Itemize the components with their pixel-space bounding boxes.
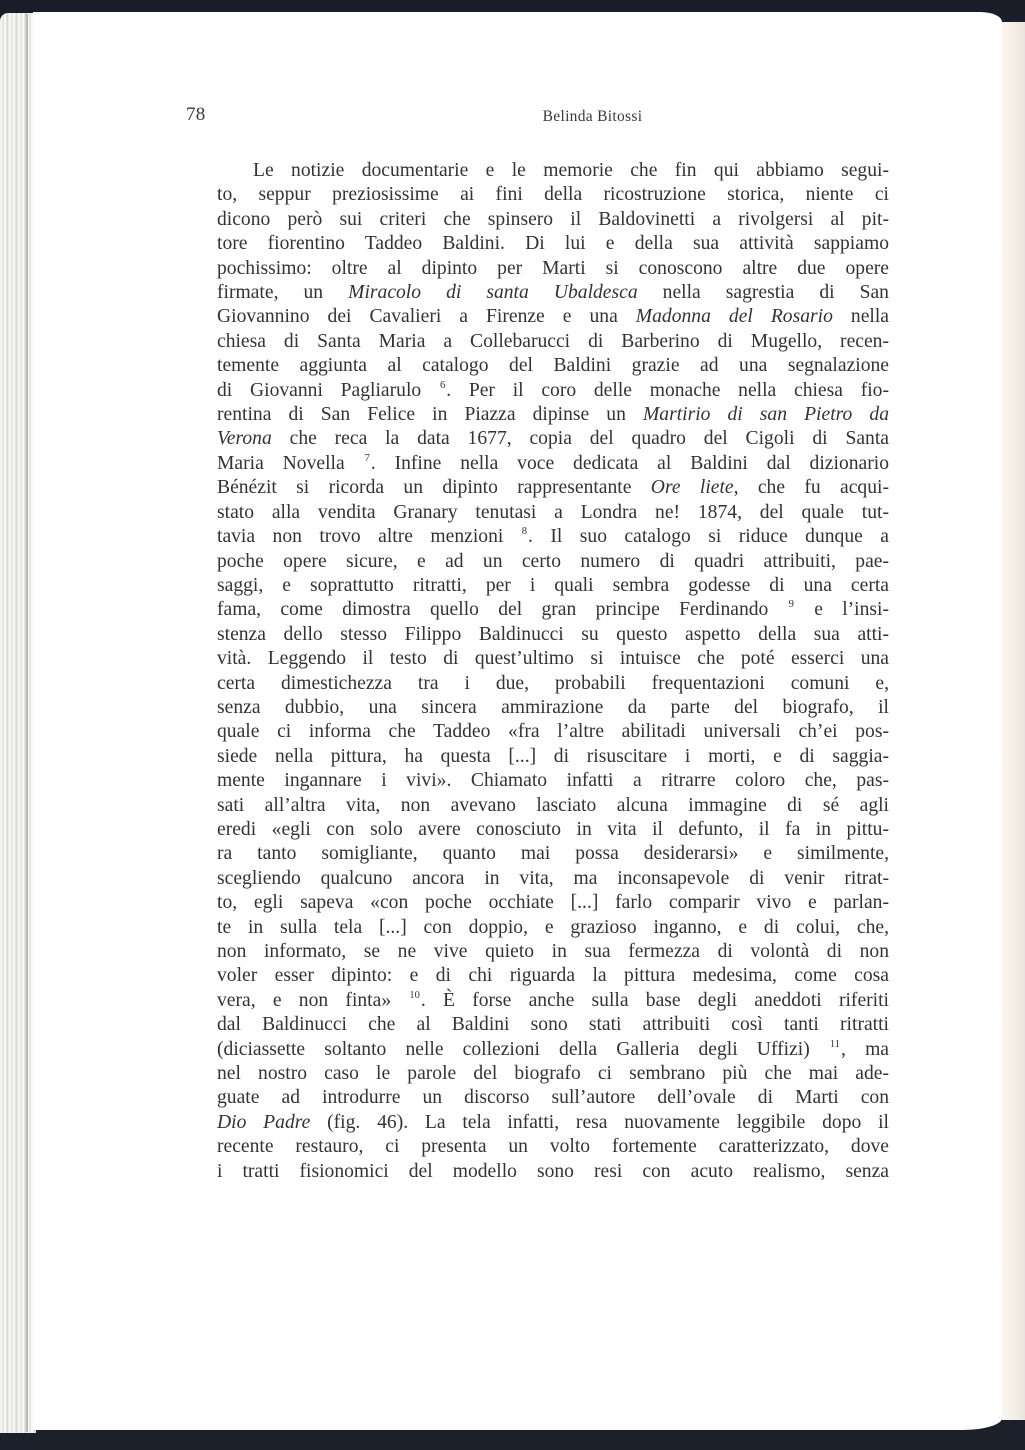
text-run: senza dubbio, una sincera ammirazione da parte del biografo, il [217,696,889,718]
text-line [217,1111,889,1135]
text-line [217,403,889,427]
scan-background-bottom [0,1430,1025,1450]
text-run: stato alla vendita Granary tenutasi a Londra ne! 1874, del quale tut- [217,501,889,523]
text-line [217,452,889,476]
footnote-ref: 9 [788,599,794,611]
italic-title: Miracolo di santa Ubaldesca [348,282,638,304]
text-line [217,354,889,378]
text-run: poche opere sicure, e ad un certo numero di quadri attribuiti, pae- [217,550,889,572]
running-head-author: Belinda Bitossi [542,108,643,125]
text-line [217,891,889,915]
text-run: chiesa di Santa Maria a Collebarucci di Barberino di Mugello, recen- [217,330,889,352]
text-run: . È forse anche sulla base degli aneddoti riferiti [420,989,889,1011]
text-run: (fig. 46). La tela infatti, resa nuovamente leggibile dopo il [310,1111,890,1133]
text-run: . Il suo catalogo si riduce dunque a [528,526,889,548]
text-run: eredi «egli con solo avere conosciuto in vita il defunto, il fa in pittu- [217,818,889,840]
footnote-ref: 10 [409,989,420,1001]
text-run: dal Baldinucci che al Baldini sono stati attribuiti così tanti ritratti [217,1014,889,1036]
text-run: e l’insi- [794,599,889,621]
text-run: Bénézit si ricorda un dipinto rappresentante [217,477,651,499]
text-run: Giovannino dei Cavalieri a Firenze e una [217,306,636,328]
text-line [217,281,889,305]
text-run: rentina di San Felice in Piazza dipinse un [217,404,643,426]
text-run: , ma [841,1038,890,1060]
text-line [217,696,889,720]
text-run: temente aggiunta al catalogo del Baldini grazie ad una segnalazione [217,355,889,377]
text-line [217,745,889,769]
text-run: . Per il coro delle monache nella chiesa fio- [446,379,889,401]
text-line [217,379,889,403]
page-number: 78 [186,104,206,125]
text-run: (diciassette soltanto nelle collezioni della Galleria degli Uffizi) [217,1038,829,1060]
text-run: to, seppur preziosissime ai fini della ricostruzione storica, niente ci [217,184,889,206]
text-run: te in sulla tela [...] con doppio, e grazioso inganno, e di colui, che, [217,916,889,938]
text-line [217,794,889,818]
text-run: tavia non trovo altre menzioni [217,526,521,548]
text-line [217,257,889,281]
text-line [217,989,889,1013]
text-run: Maria Novella [217,452,364,474]
text-run: non informato, se ne vive quieto in sua fermezza di volontà di non [217,941,889,962]
text-line [217,525,889,549]
text-line [217,183,889,207]
text-line [217,159,889,183]
text-line [217,769,889,793]
text-run: che reca la data 1677, copia del quadro del Cigoli di Santa [271,428,889,450]
footnote-ref: 6 [439,379,446,391]
text-line [217,916,889,940]
italic-title: Verona [217,428,272,450]
text-line [217,208,889,232]
footnote-ref: 8 [521,526,528,538]
text-run: fama, come dimostra quello del gran principe Ferdinando [217,599,788,621]
text-line [217,1062,889,1086]
text-line [217,964,889,988]
text-line [217,842,889,866]
page-edge-line [26,14,28,1432]
text-run: guate ad introdurre un discorso sull’autore dell’ovale di Marti con [217,1087,889,1109]
facing-page-edge [1002,22,1025,1420]
text-line [217,867,889,891]
text-run: siede nella pittura, ha questa [...] di risuscitare i morti, e di saggia- [217,745,889,767]
text-run: dicono però sui criteri che spinsero il Baldovinetti a rivolgersi al pit- [217,208,889,230]
text-line [217,1013,889,1037]
text-line [217,501,889,525]
text-line [217,574,889,598]
text-run: nella sagrestia di San [637,282,889,304]
text-line [217,1038,889,1062]
text-line [217,672,889,696]
text-line [217,232,889,256]
text-line [217,1160,889,1184]
text-run: saggi, e soprattutto ritratti, per i quali sembra godesse di una certa [217,574,889,596]
text-run: vità. Leggendo il testo di quest’ultimo si intuisce che poté esserci una [217,648,889,670]
text-line [217,1135,889,1159]
text-line [217,818,889,842]
text-run: stenza dello stesso Filippo Baldinucci su questo aspetto della sua atti- [217,623,889,645]
text-line [217,647,889,671]
text-line [217,720,889,744]
text-run: di Giovanni Pagliarulo [217,379,439,401]
text-run: scegliendo qualcuno ancora in vita, ma inconsapevole di venir ritrat- [217,867,889,889]
text-run: quale ci informa che Taddeo «fra l’altre abilitadi universali ch’ei pos- [217,721,889,743]
text-line [217,305,889,329]
text-run: voler esser dipinto: e di chi riguarda la pittura medesima, come cosa [217,965,889,987]
italic-title: Ore liete [650,477,734,499]
text-run: firmate, un [217,282,349,304]
text-line [217,940,889,964]
text-line [217,427,889,451]
footnote-ref: 11 [829,1038,841,1050]
italic-title: Dio Padre [217,1111,311,1133]
book-page-edges [0,13,36,1433]
text-run: mente ingannare i vivi». Chiamato infatti a ritrarre coloro che, pas- [217,770,889,792]
text-run: certa dimestichezza tra i due, probabili frequentazioni comuni e, [217,672,889,694]
text-run: , che fu acqui- [733,477,889,499]
text-line [217,330,889,354]
text-run: . Infine nella voce dedicata al Baldini dal dizionario [370,452,889,474]
text-run: pochissimo: oltre al dipinto per Marti si conoscono altre due opere [217,257,889,279]
text-line [217,550,889,574]
text-run: nel nostro caso le parole del biografo ci sembrano più che mai ade- [217,1063,889,1085]
text-line [217,476,889,500]
italic-title: Martirio di san Pietro da [642,404,889,426]
text-run: recente restauro, ci presenta un volto fortemente caratterizzato, dove [217,1136,889,1158]
text-run: nella [832,306,889,328]
footnote-ref: 7 [364,452,370,464]
text-run: i tratti fisionomici del modello sono resi con acuto realismo, senza [217,1160,889,1182]
text-run: to, egli sapeva «con poche occhiate [...] farlo comparir vivo e parlan- [217,892,889,914]
text-run: Le notizie documentarie e le memorie che fin qui abbiamo segui- [253,160,889,181]
body-paragraph [217,159,889,1184]
text-run: tore fiorentino Taddeo Baldini. Di lui e della sua attività sappiamo [217,233,889,255]
running-head [0,104,1025,128]
text-run: sati all’altra vita, non avevano lasciato alcuna immagine di sé agli [217,794,889,816]
text-line [217,598,889,622]
italic-title: Madonna del Rosario [635,306,833,328]
text-line [217,623,889,647]
text-run: vera, e non finta» [217,989,409,1011]
text-run: ra tanto somigliante, quanto mai possa desiderarsi» e similmente, [217,843,889,865]
text-line [217,1086,889,1110]
